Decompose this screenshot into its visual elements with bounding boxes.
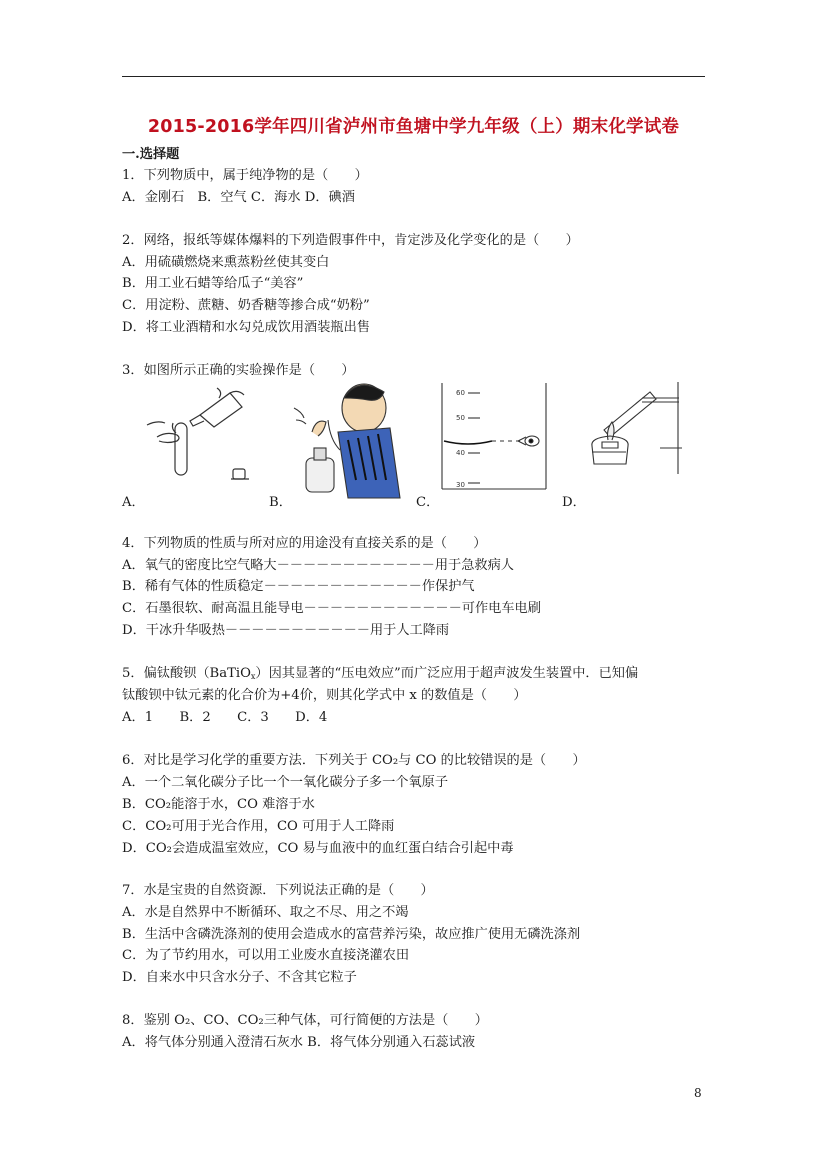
q7-option-b: B．生活中含磷洗涤剂的使用会造成水的富营养污染，故应推广使用无磷洗涤剂 — [122, 927, 581, 942]
q3-option-b-label: B． — [269, 495, 292, 510]
q5-stem-part2: ）因其显著的“压电效应”而广泛应用于超声波发生装置中．已知偏 — [255, 666, 639, 681]
q6-option-b: B．CO₂能溶于水，CO 难溶于水 — [122, 797, 315, 812]
q3-option-d-label: D． — [562, 495, 586, 510]
q1-options: A．金刚石 B．空气 C．海水 D．碘酒 — [122, 190, 355, 205]
q4-option-d: D．干冰升华吸热－－－－－－－－－－－用于人工降雨 — [122, 623, 450, 638]
q4-option-b: B．稀有气体的性质稳定－－－－－－－－－－－－作保护气 — [122, 579, 475, 594]
q6-option-a: A．一个二氧化碳分子比一个一氧化碳分子多一个氧原子 — [122, 775, 449, 790]
q3-option-c-label: C． — [416, 495, 440, 510]
q8-options-ab: A．将气体分别通入澄清石灰水 B．将气体分别通入石蕊试液 — [122, 1035, 476, 1050]
page-number: 8 — [694, 1086, 702, 1100]
figure-b-smelling-gas — [292, 380, 410, 500]
scale-label-50: 50 — [456, 414, 465, 422]
q5-options: A．1 B．2 C．3 D．4 — [122, 710, 328, 725]
q2-option-c: C．用淀粉、蔗糖、奶香糖等掺合成“奶粉” — [122, 298, 370, 313]
q5-stem-subscript: x — [250, 672, 256, 681]
q7-option-a: A．水是自然界中不断循环、取之不尽、用之不竭 — [122, 905, 409, 920]
figure-a-pouring-liquid — [145, 385, 255, 485]
section-heading: 一.选择题 — [122, 147, 180, 162]
figure-c-reading-cylinder — [438, 383, 550, 491]
q1-stem: 1．下列物质中，属于纯净物的是（ ） — [122, 168, 368, 183]
figure-d-heating-tube — [582, 382, 684, 474]
scale-label-60: 60 — [456, 389, 465, 397]
q6-option-d: D．CO₂会造成温室效应，CO 易与血液中的血红蛋白结合引起中毒 — [122, 841, 514, 856]
q5-stem-line2: 钛酸钡中钛元素的化合价为+4价，则其化学式中 x 的数值是（ ） — [122, 688, 527, 703]
q2-stem: 2．网络，报纸等媒体爆料的下列造假事件中，肯定涉及化学变化的是（ ） — [122, 233, 579, 248]
q7-option-d: D．自来水中只含水分子、不含其它粒子 — [122, 970, 357, 985]
q5-stem-line1 — [122, 665, 638, 686]
q3-option-a-label: A． — [122, 495, 145, 510]
q2-option-a: A．用硫磺燃烧来熏蒸粉丝使其变白 — [122, 255, 330, 270]
q5-stem-part1: 5．偏钛酸钡（BaTiO — [122, 666, 251, 681]
q3-stem: 3．如图所示正确的实验操作是（ ） — [122, 363, 355, 378]
q7-option-c: C．为了节约用水，可以用工业废水直接浇灌农田 — [122, 948, 410, 963]
q8-stem: 8．鉴别 O₂、CO、CO₂三种气体，可行简便的方法是（ ） — [122, 1013, 488, 1028]
q4-option-c: C．石墨很软、耐高温且能导电－－－－－－－－－－－－可作电车电刷 — [122, 601, 541, 616]
scale-label-30: 30 — [456, 481, 465, 489]
q2-option-d: D．将工业酒精和水勾兑成饮用酒装瓶出售 — [122, 320, 370, 335]
page-title: 2015-2016学年四川省泸州市鱼塘中学九年级（上）期末化学试卷 — [147, 117, 680, 137]
q6-option-c: C．CO₂可用于光合作用，CO 可用于人工降雨 — [122, 819, 395, 834]
scale-label-40: 40 — [456, 449, 465, 457]
q7-stem: 7．水是宝贵的自然资源．下列说法正确的是（ ） — [122, 883, 434, 898]
q4-option-a: A．氧气的密度比空气略大－－－－－－－－－－－－用于急救病人 — [122, 558, 514, 573]
header-rule — [122, 76, 705, 77]
q4-stem: 4．下列物质的性质与所对应的用途没有直接关系的是（ ） — [122, 536, 487, 551]
q6-stem: 6．对比是学习化学的重要方法．下列关于 CO₂与 CO 的比较错误的是（ ） — [122, 753, 586, 768]
q2-option-b: B．用工业石蜡等给瓜子“美容” — [122, 276, 304, 291]
